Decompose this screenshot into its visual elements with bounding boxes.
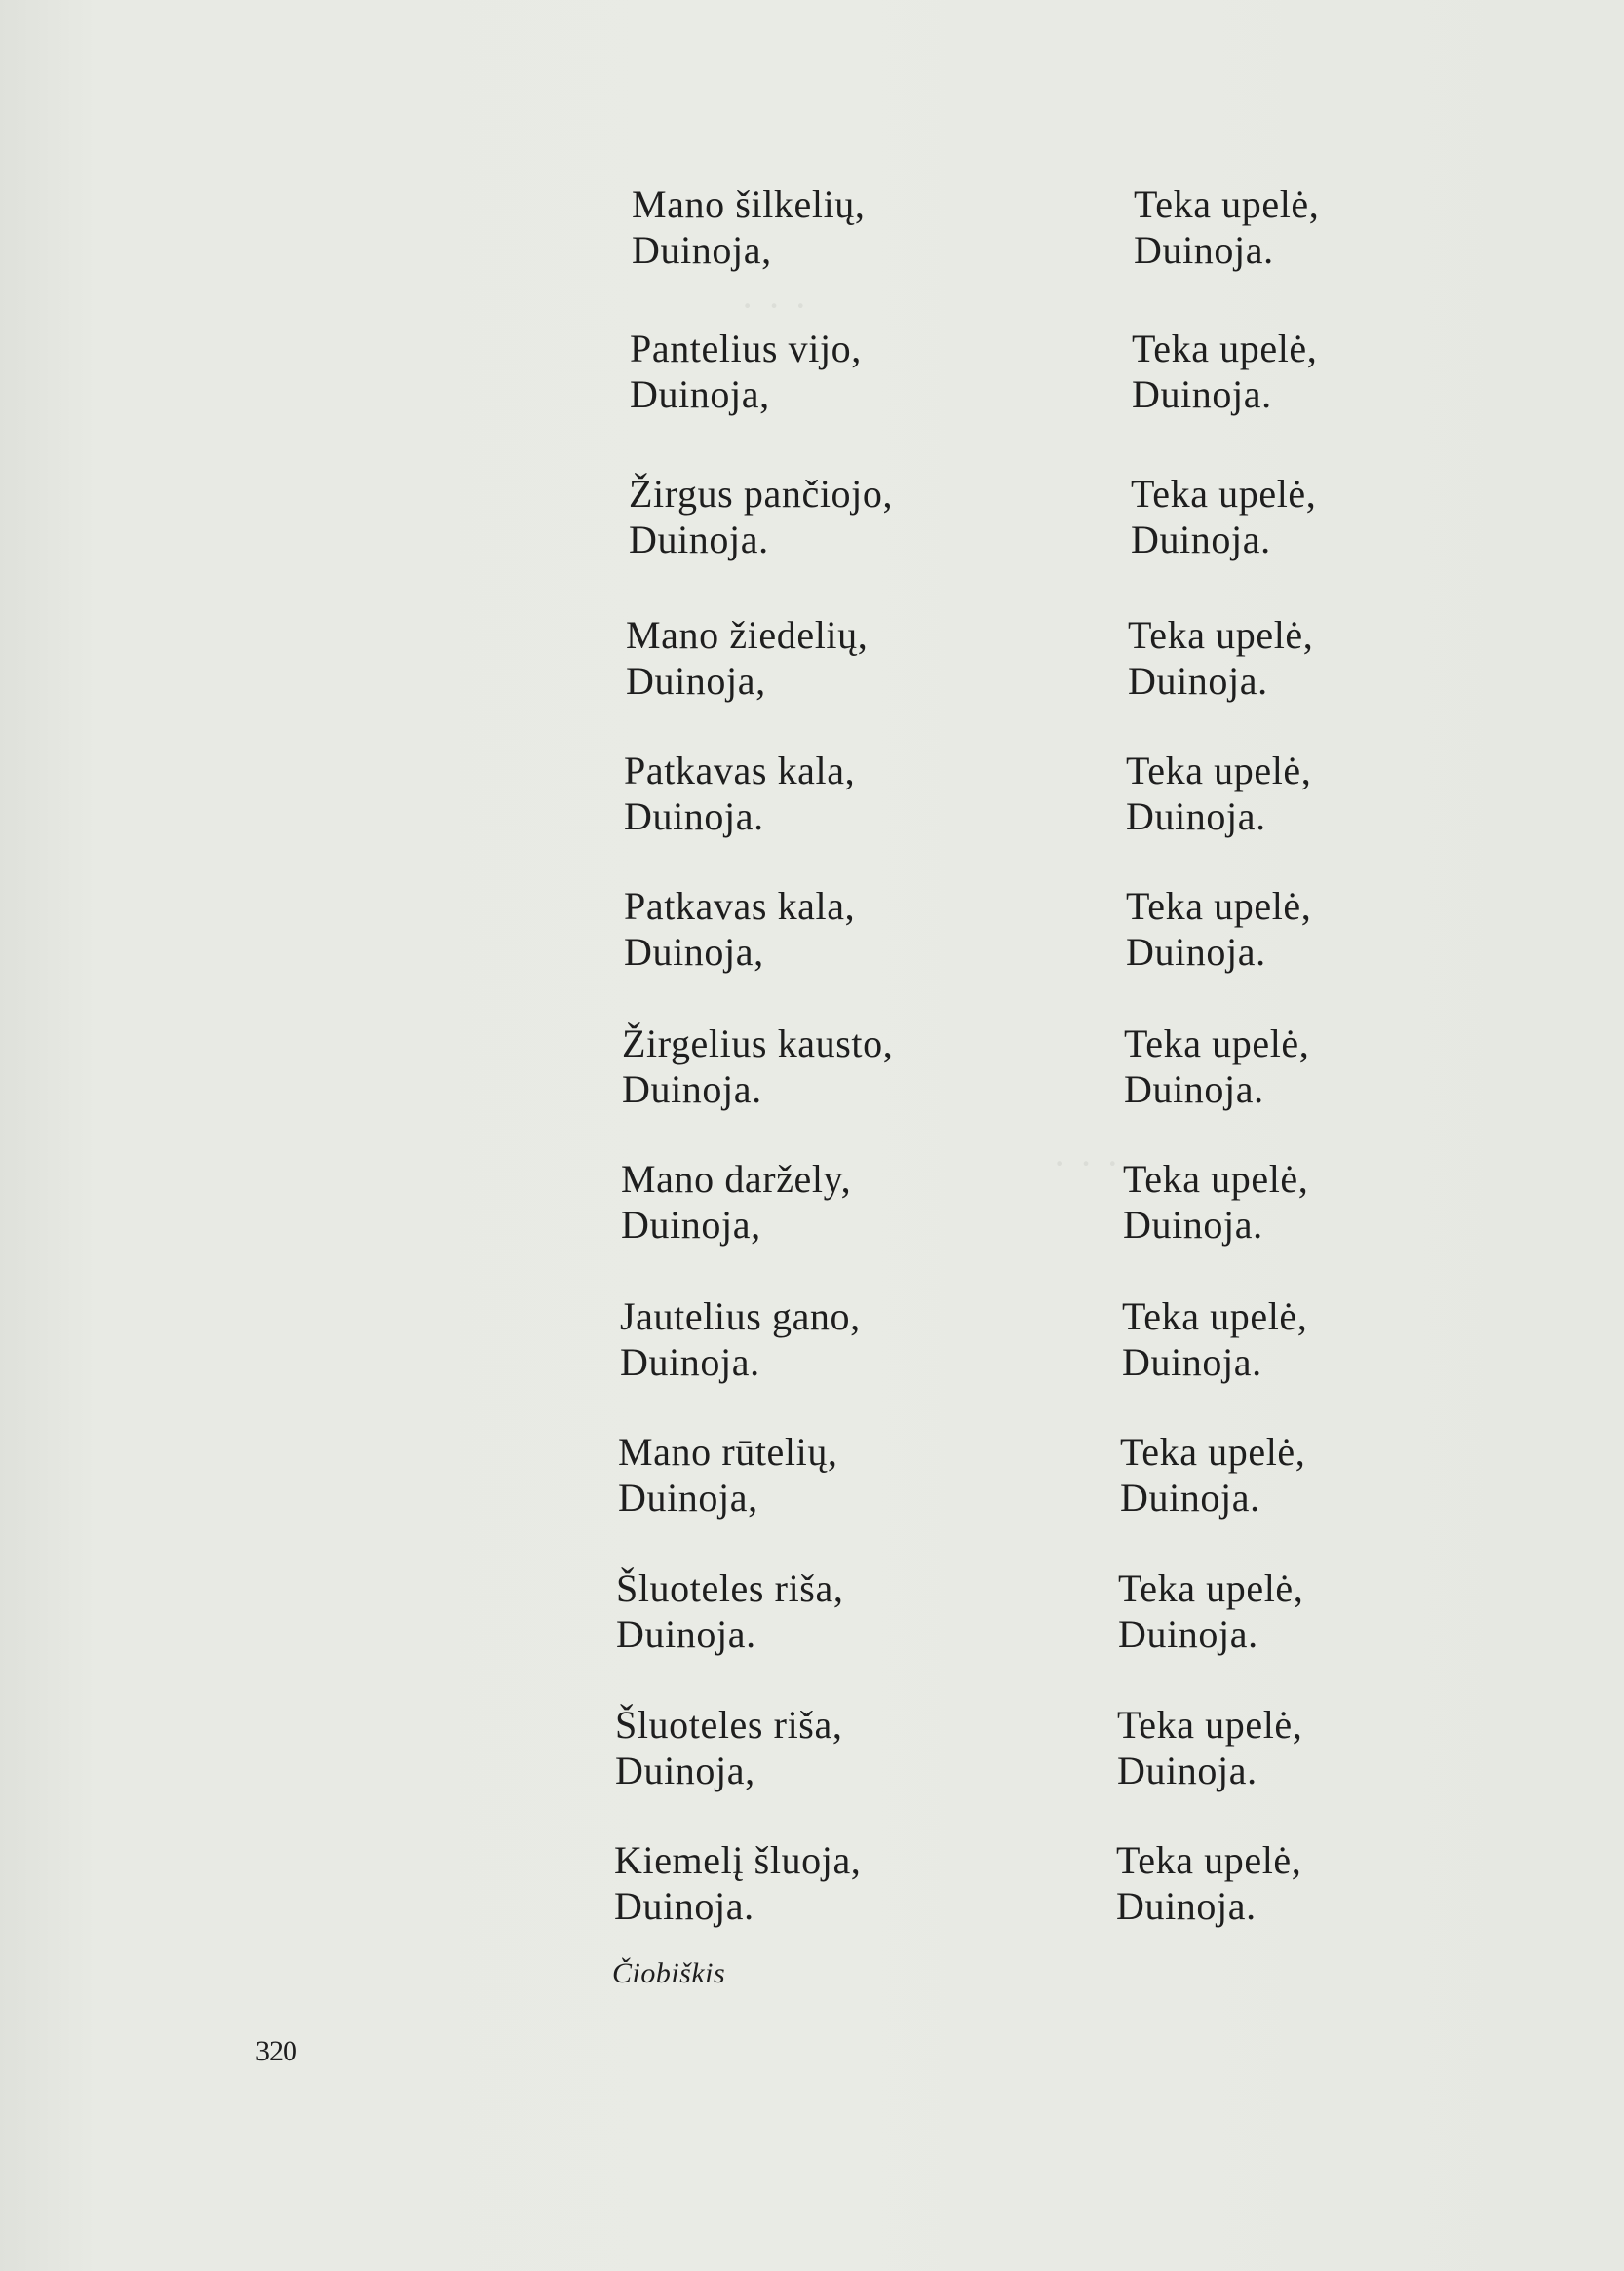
bleed-through: · · · [1053, 1141, 1121, 1185]
verse-line: Teka upelė, [1117, 1703, 1303, 1747]
verse-line: Teka upelė, [1123, 1157, 1309, 1201]
verse-refrain: Duinoja. [620, 1340, 760, 1384]
verse-line: Mano šilkelių, [632, 182, 866, 226]
verse-line: Kiemelį šluoja, [614, 1838, 862, 1882]
verse-line: Mano rūtelių, [618, 1430, 838, 1474]
verse-line: Mano žiedelių, [626, 613, 869, 657]
bleed-through: · · · [741, 284, 809, 327]
verse-line: Jautelius gano, [620, 1294, 861, 1338]
verse-line: Teka upelė, [1126, 749, 1312, 792]
verse-line: Šluoteles riša, [615, 1703, 843, 1747]
verse-line: Teka upelė, [1124, 1021, 1310, 1065]
verse-line: Teka upelė, [1118, 1566, 1304, 1610]
verse-line: Teka upelė, [1131, 472, 1317, 516]
verse-refrain: Duinoja. [1123, 1203, 1263, 1247]
verse-refrain: Duinoja. [1116, 1884, 1257, 1928]
verse-refrain: Duinoja. [1128, 659, 1268, 703]
verse-line: Teka upelė, [1126, 884, 1312, 928]
verse-line: Šluoteles riša, [616, 1566, 844, 1610]
verse-refrain: Duinoja. [616, 1612, 756, 1656]
verse-refrain: Duinoja. [622, 1067, 762, 1111]
verse-refrain: Duinoja. [629, 518, 769, 561]
verse-line: Žirgus pančiojo, [629, 472, 894, 516]
verse-refrain: Duinoja, [630, 372, 770, 416]
verse-refrain: Duinoja. [1117, 1749, 1257, 1792]
verse-refrain: Duinoja, [626, 659, 766, 703]
verse-line: Pantelius vijo, [630, 327, 862, 370]
verse-refrain: Duinoja. [1118, 1612, 1258, 1656]
verse-refrain: Duinoja. [614, 1884, 754, 1928]
verse-refrain: Duinoja. [1131, 518, 1271, 561]
verse-line: Teka upelė, [1128, 613, 1314, 657]
verse-line: Teka upelė, [1116, 1838, 1302, 1882]
verse-refrain: Duinoja. [1134, 228, 1274, 272]
verse-refrain: Duinoja, [615, 1749, 755, 1792]
verse-refrain: Duinoja. [1132, 372, 1272, 416]
verse-line: Mano daržely, [621, 1157, 852, 1201]
verse-refrain: Duinoja. [1126, 930, 1266, 974]
verse-refrain: Duinoja. [1126, 794, 1266, 838]
verse-line: Teka upelė, [1132, 327, 1318, 370]
verse-refrain: Duinoja. [1124, 1067, 1264, 1111]
verse-refrain: Duinoja. [624, 794, 764, 838]
verse-line: Teka upelė, [1134, 182, 1320, 226]
verse-refrain: Duinoja, [621, 1203, 761, 1247]
verse-line: Patkavas kala, [624, 884, 856, 928]
verse-line: Žirgelius kausto, [622, 1021, 894, 1065]
page-number: 320 [255, 2035, 296, 2067]
source-location: Čiobiškis [612, 1957, 726, 1989]
verse-refrain: Duinoja. [1120, 1476, 1260, 1520]
verse-line: Patkavas kala, [624, 749, 856, 792]
verse-refrain: Duinoja, [624, 930, 764, 974]
verse-line: Teka upelė, [1120, 1430, 1306, 1474]
verse-refrain: Duinoja, [632, 228, 772, 272]
verse-line: Teka upelė, [1122, 1294, 1308, 1338]
verse-refrain: Duinoja. [1122, 1340, 1262, 1384]
verse-refrain: Duinoja, [618, 1476, 758, 1520]
